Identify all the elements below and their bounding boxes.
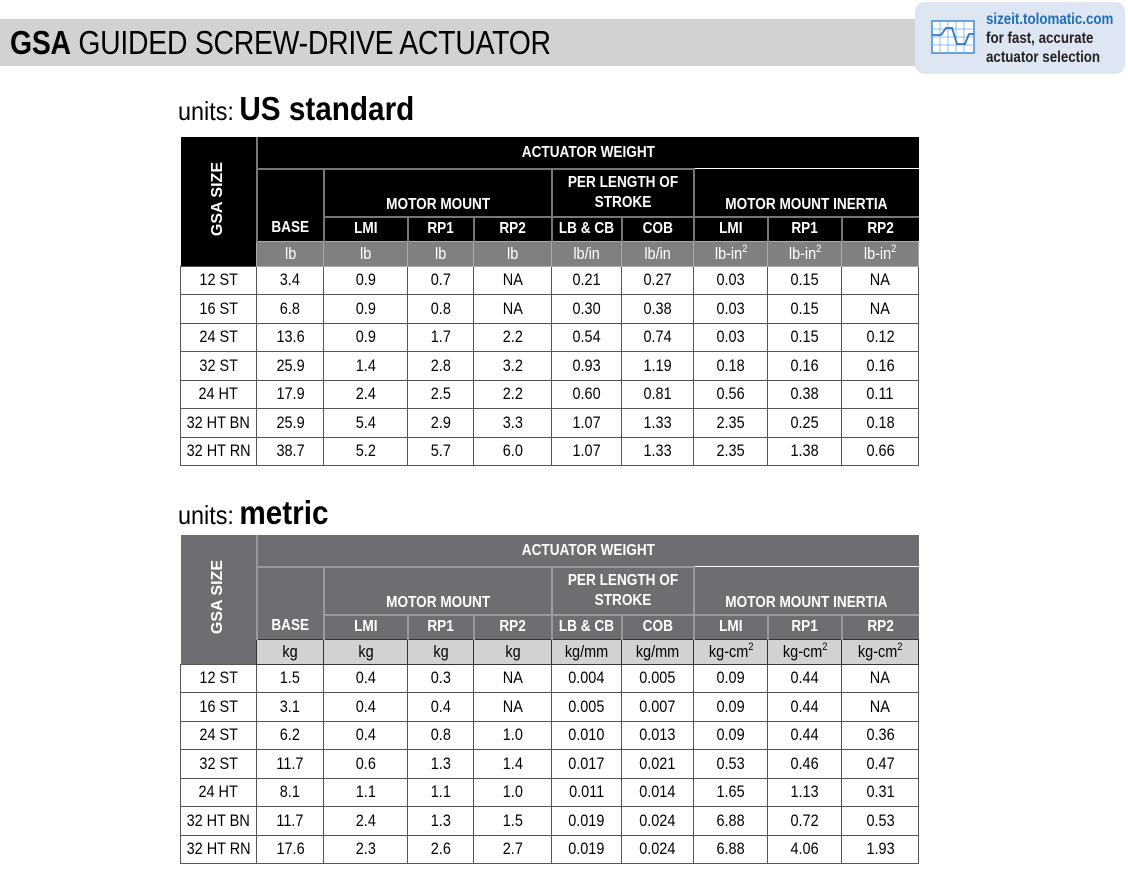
units-heading-metric: [178, 496, 328, 532]
unit-cell: $kg-cm^2$: [694, 639, 768, 664]
value-cell: 0.15: [768, 266, 842, 295]
value-cell: 0.38: [768, 380, 842, 409]
col-header-inertia-lmi: LMI: [694, 615, 768, 639]
value-cell: 1.7: [408, 323, 474, 352]
unit-cell: $lb-in^2$: [694, 241, 768, 266]
value-cell: 0.4: [324, 693, 408, 722]
value-cell: 0.8: [408, 295, 474, 324]
value-cell: 11.7: [257, 750, 324, 779]
group-header-actuator-weight: ACTUATOR WEIGHT: [257, 535, 919, 567]
value-cell: 0.30: [552, 295, 622, 324]
unit-cell: $lb-in^2$: [768, 241, 842, 266]
col-header-base: BASE: [257, 567, 324, 639]
value-cell: 2.2: [474, 323, 552, 352]
unit-cell: $kg-cm^2$: [768, 639, 842, 664]
unit-cell: $lb-in^2$: [842, 241, 919, 266]
value-cell: 0.93: [552, 352, 622, 381]
value-cell: 5.7: [408, 437, 474, 466]
promo-tagline-1: for fast, accurate: [986, 30, 1094, 47]
units-prefix: units:: [178, 96, 234, 126]
units-heading-us: [178, 92, 414, 128]
unit-cell: kg/mm: [552, 639, 622, 664]
value-cell: 0.024: [622, 835, 694, 864]
unit-cell: kg: [474, 639, 552, 664]
promo-text: [986, 10, 1113, 67]
sizing-tool-promo[interactable]: [915, 2, 1125, 74]
value-cell: 0.53: [842, 807, 919, 836]
col-header-lmi: LMI: [324, 217, 408, 241]
table-row: [181, 807, 919, 836]
title-product-code: GSA: [10, 24, 71, 61]
units-row: [181, 639, 919, 664]
units-name: US standard: [239, 90, 415, 127]
value-cell: 3.1: [257, 693, 324, 722]
size-cell: 32 HT BN: [181, 807, 257, 836]
value-cell: 6.88: [694, 835, 768, 864]
value-cell: 25.9: [257, 352, 324, 381]
value-cell: 2.5: [408, 380, 474, 409]
table-row: [181, 409, 919, 438]
value-cell: 0.013: [622, 721, 694, 750]
subgroup-header-motor-mount: MOTOR MOUNT: [324, 169, 552, 217]
value-cell: 0.4: [324, 664, 408, 693]
col-header-inertia-lmi: LMI: [694, 217, 768, 241]
table-row: [181, 323, 919, 352]
value-cell: 0.9: [324, 323, 408, 352]
size-cell: 24 HT: [181, 778, 257, 807]
value-cell: 17.6: [257, 835, 324, 864]
value-cell: 0.09: [694, 721, 768, 750]
value-cell: 0.6: [324, 750, 408, 779]
unit-cell: lb: [408, 241, 474, 266]
value-cell: 0.31: [842, 778, 919, 807]
col-header-rp1: RP1: [408, 217, 474, 241]
value-cell: 0.21: [552, 266, 622, 295]
table-row: [181, 380, 919, 409]
promo-link[interactable]: sizeit.tolomatic.com: [986, 11, 1114, 28]
size-cell: 16 ST: [181, 693, 257, 722]
units-prefix: units:: [178, 500, 234, 530]
value-cell: 0.4: [324, 721, 408, 750]
value-cell: 0.74: [622, 323, 694, 352]
value-cell: 0.03: [694, 295, 768, 324]
size-cell: 12 ST: [181, 664, 257, 693]
value-cell: 0.005: [622, 664, 694, 693]
value-cell: 1.4: [474, 750, 552, 779]
value-cell: 0.15: [768, 323, 842, 352]
unit-cell: kg: [257, 639, 324, 664]
size-cell: 32 ST: [181, 352, 257, 381]
value-cell: 0.16: [768, 352, 842, 381]
col-header-cob: COB: [622, 615, 694, 639]
value-cell: 0.16: [842, 352, 919, 381]
us-standard-table: [180, 137, 919, 466]
size-cell: 24 ST: [181, 721, 257, 750]
subgroup-header-inertia: MOTOR MOUNT INERTIA: [694, 169, 919, 217]
value-cell: 1.3: [408, 750, 474, 779]
value-cell: 4.06: [768, 835, 842, 864]
value-cell: 3.3: [474, 409, 552, 438]
size-cell: 32 HT RN: [181, 437, 257, 466]
value-cell: 25.9: [257, 409, 324, 438]
value-cell: 0.021: [622, 750, 694, 779]
value-cell: 0.53: [694, 750, 768, 779]
subgroup-header-per-length: PER LENGTH OF STROKE: [552, 567, 694, 615]
value-cell: 1.0: [474, 778, 552, 807]
size-cell: 24 HT: [181, 380, 257, 409]
unit-cell: lb: [257, 241, 324, 266]
page-title: [10, 20, 551, 66]
value-cell: 0.7: [408, 266, 474, 295]
subgroup-header-inertia: MOTOR MOUNT INERTIA: [694, 567, 919, 615]
value-cell: 17.9: [257, 380, 324, 409]
value-cell: 13.6: [257, 323, 324, 352]
unit-cell: lb/in: [552, 241, 622, 266]
value-cell: 5.2: [324, 437, 408, 466]
value-cell: 0.81: [622, 380, 694, 409]
value-cell: 0.014: [622, 778, 694, 807]
table-row: [181, 266, 919, 295]
unit-cell: kg/mm: [622, 639, 694, 664]
value-cell: NA: [842, 266, 919, 295]
value-cell: 1.33: [622, 409, 694, 438]
size-cell: 24 ST: [181, 323, 257, 352]
col-header-cob: COB: [622, 217, 694, 241]
value-cell: 0.011: [552, 778, 622, 807]
value-cell: 2.3: [324, 835, 408, 864]
value-cell: 3.4: [257, 266, 324, 295]
col-header-inertia-rp2: RP2: [842, 615, 919, 639]
value-cell: 1.5: [474, 807, 552, 836]
value-cell: 0.18: [842, 409, 919, 438]
value-cell: 1.19: [622, 352, 694, 381]
table-row: [181, 693, 919, 722]
value-cell: 0.019: [552, 807, 622, 836]
unit-cell: lb: [324, 241, 408, 266]
value-cell: 0.9: [324, 295, 408, 324]
size-cell: 32 HT BN: [181, 409, 257, 438]
metric-table: [180, 535, 919, 864]
value-cell: 0.47: [842, 750, 919, 779]
metric-table-body: [181, 664, 919, 864]
title-product-name: GUIDED SCREW-DRIVE ACTUATOR: [78, 24, 551, 61]
value-cell: 2.9: [408, 409, 474, 438]
value-cell: 0.017: [552, 750, 622, 779]
col-header-inertia-rp1: RP1: [768, 217, 842, 241]
value-cell: 2.8: [408, 352, 474, 381]
value-cell: 0.15: [768, 295, 842, 324]
value-cell: 3.2: [474, 352, 552, 381]
value-cell: NA: [474, 664, 552, 693]
value-cell: 0.09: [694, 693, 768, 722]
value-cell: 0.03: [694, 266, 768, 295]
unit-cell: kg: [324, 639, 408, 664]
value-cell: 0.019: [552, 835, 622, 864]
units-row: [181, 241, 919, 266]
table-row: [181, 750, 919, 779]
col-header-inertia-rp2: RP2: [842, 217, 919, 241]
table-row: [181, 352, 919, 381]
size-cell: 12 ST: [181, 266, 257, 295]
value-cell: 0.9: [324, 266, 408, 295]
value-cell: 1.07: [552, 409, 622, 438]
table-row: [181, 437, 919, 466]
value-cell: 0.007: [622, 693, 694, 722]
value-cell: 1.1: [408, 778, 474, 807]
value-cell: 0.11: [842, 380, 919, 409]
value-cell: 0.8: [408, 721, 474, 750]
col-header-lb-cb: LB & CB: [552, 615, 622, 639]
value-cell: 0.005: [552, 693, 622, 722]
value-cell: 0.66: [842, 437, 919, 466]
value-cell: 0.27: [622, 266, 694, 295]
value-cell: 5.4: [324, 409, 408, 438]
value-cell: NA: [842, 693, 919, 722]
value-cell: 2.4: [324, 807, 408, 836]
value-cell: 38.7: [257, 437, 324, 466]
value-cell: 1.38: [768, 437, 842, 466]
value-cell: 6.0: [474, 437, 552, 466]
value-cell: 0.3: [408, 664, 474, 693]
value-cell: 8.1: [257, 778, 324, 807]
value-cell: 0.38: [622, 295, 694, 324]
us-table-body: [181, 266, 919, 466]
size-cell: 16 ST: [181, 295, 257, 324]
value-cell: 1.1: [324, 778, 408, 807]
subgroup-header-motor-mount: MOTOR MOUNT: [324, 567, 552, 615]
value-cell: NA: [842, 664, 919, 693]
value-cell: 6.88: [694, 807, 768, 836]
unit-cell: lb/in: [622, 241, 694, 266]
unit-cell: $kg-cm^2$: [842, 639, 919, 664]
value-cell: 6.8: [257, 295, 324, 324]
value-cell: 0.09: [694, 664, 768, 693]
value-cell: 1.0: [474, 721, 552, 750]
value-cell: 2.35: [694, 409, 768, 438]
value-cell: 0.44: [768, 693, 842, 722]
value-cell: 0.25: [768, 409, 842, 438]
value-cell: 0.46: [768, 750, 842, 779]
value-cell: 0.010: [552, 721, 622, 750]
unit-cell: lb: [474, 241, 552, 266]
value-cell: 1.13: [768, 778, 842, 807]
value-cell: 11.7: [257, 807, 324, 836]
subgroup-header-per-length: PER LENGTH OF STROKE: [552, 169, 694, 217]
table-row: [181, 835, 919, 864]
chart-graph-icon: [931, 20, 975, 54]
col-header-base: BASE: [257, 169, 324, 241]
size-header: GSA SIZE: [181, 137, 257, 266]
col-header-rp2: RP2: [474, 217, 552, 241]
units-name: metric: [239, 494, 329, 531]
value-cell: 2.35: [694, 437, 768, 466]
value-cell: 1.5: [257, 664, 324, 693]
value-cell: 1.3: [408, 807, 474, 836]
value-cell: NA: [474, 693, 552, 722]
value-cell: 0.004: [552, 664, 622, 693]
value-cell: 0.44: [768, 721, 842, 750]
table-row: [181, 778, 919, 807]
value-cell: NA: [474, 295, 552, 324]
value-cell: 2.2: [474, 380, 552, 409]
size-cell: 32 HT RN: [181, 835, 257, 864]
size-cell: 32 ST: [181, 750, 257, 779]
col-header-lb-cb: LB & CB: [552, 217, 622, 241]
value-cell: 1.4: [324, 352, 408, 381]
value-cell: 0.44: [768, 664, 842, 693]
value-cell: 0.12: [842, 323, 919, 352]
col-header-inertia-rp1: RP1: [768, 615, 842, 639]
group-header-actuator-weight: ACTUATOR WEIGHT: [257, 137, 919, 169]
table-row: [181, 295, 919, 324]
size-header: GSA SIZE: [181, 535, 257, 664]
value-cell: 1.65: [694, 778, 768, 807]
value-cell: 0.56: [694, 380, 768, 409]
col-header-lmi: LMI: [324, 615, 408, 639]
table-row: [181, 664, 919, 693]
table-row: [181, 721, 919, 750]
promo-tagline-2: actuator selection: [986, 49, 1101, 66]
unit-cell: kg: [408, 639, 474, 664]
value-cell: 0.03: [694, 323, 768, 352]
value-cell: 2.6: [408, 835, 474, 864]
value-cell: 6.2: [257, 721, 324, 750]
value-cell: NA: [842, 295, 919, 324]
value-cell: 2.4: [324, 380, 408, 409]
col-header-rp1: RP1: [408, 615, 474, 639]
value-cell: NA: [474, 266, 552, 295]
value-cell: 0.18: [694, 352, 768, 381]
value-cell: 0.60: [552, 380, 622, 409]
value-cell: 2.7: [474, 835, 552, 864]
value-cell: 0.72: [768, 807, 842, 836]
value-cell: 0.4: [408, 693, 474, 722]
value-cell: 0.36: [842, 721, 919, 750]
value-cell: 0.54: [552, 323, 622, 352]
value-cell: 1.07: [552, 437, 622, 466]
value-cell: 1.93: [842, 835, 919, 864]
value-cell: 1.33: [622, 437, 694, 466]
value-cell: 0.024: [622, 807, 694, 836]
col-header-rp2: RP2: [474, 615, 552, 639]
